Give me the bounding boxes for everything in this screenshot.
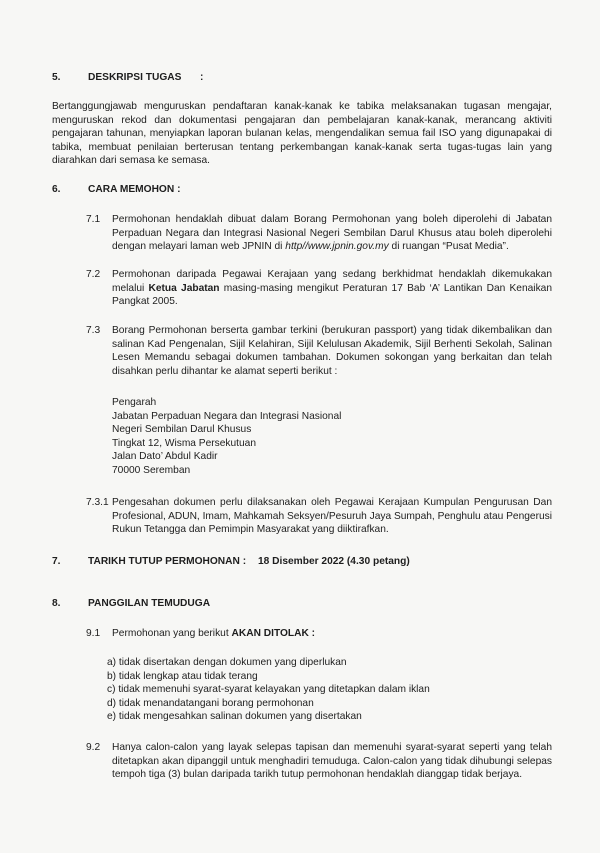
section-8-title: PANGGILAN TEMUDUGA bbox=[88, 598, 211, 609]
para-7-2-number: 7.2 bbox=[86, 269, 101, 280]
para-7-3-1-number: 7.3.1 bbox=[86, 497, 109, 508]
section-7-title: TARIKH TUTUP PERMOHONAN : bbox=[88, 556, 247, 567]
para-7-3-1: Pengesahan dokumen perlu dilaksanakan oleh Pegawai Kerajaan Kumpulan Pengurusan Dan Profesional, ADUN, Imam, Mahkamah Seksyen/Pesuruh Jaya Sumpah, Penghulu atau Pengerusi Rukun Tetangga dan Pemimpin Masyarakat yang diiktirafkan. bbox=[112, 497, 552, 536]
para-7-1-number: 7.1 bbox=[86, 214, 101, 225]
address-line: Jabatan Perpaduan Negara dan Integrasi Nasional bbox=[112, 410, 342, 422]
address-line: Tingkat 12, Wisma Persekutuan bbox=[112, 437, 257, 449]
list-item: a) tidak disertakan dengan dokumen yang diperlukan bbox=[107, 657, 347, 668]
section-7-number: 7. bbox=[52, 556, 61, 567]
address-line: Negeri Sembilan Darul Khusus bbox=[112, 424, 252, 436]
para-7-3: Borang Permohonan berserta gambar terkini (berukuran passport) yang tidak dikembalikan dan salinan Kad Pengenalan, Sijil Kelahiran, Sijil Kelulusan Akademik, Sijil Berhenti Sekolah, Salinan Lesen Memandu sebagai dokumen tambahan. Dokumen sokongan yang berkaitan dan telah disahkan perlu dihantar ke alamat seperti berikut : bbox=[112, 325, 552, 377]
para-7-1: Permohonan hendaklah dibuat dalam Borang Permohonan yang boleh diperolehi di Jabatan Perpaduan Negara dan Integrasi Nasional Negeri Sembilan Darul Khusus atau boleh diperolehi dengan melayari laman web JPNIN di http//www.jpnin.gov.my di ruangan “Pusat Media”. bbox=[112, 214, 552, 253]
section-6-title: CARA MEMOHON : bbox=[88, 184, 181, 195]
para-7-3-number: 7.3 bbox=[86, 325, 101, 336]
para-9-1-number: 9.1 bbox=[86, 628, 101, 639]
closing-date: 18 Disember 2022 (4.30 petang) bbox=[258, 556, 410, 567]
jpnin-url[interactable]: http//www.jpnin.gov.my bbox=[285, 241, 389, 253]
list-item: b) tidak lengkap atau tidak terang bbox=[107, 670, 258, 682]
para-9-2-number: 9.2 bbox=[86, 742, 101, 753]
rejection-list bbox=[107, 656, 430, 724]
list-item: c) tidak memenuhi syarat-syarat kelayakan yang ditetapkan dalam iklan bbox=[107, 684, 430, 696]
address-line: 70000 Seremban bbox=[112, 464, 191, 476]
section-5-colon: : bbox=[200, 72, 204, 83]
section-6-number: 6. bbox=[52, 184, 61, 195]
section-8-number: 8. bbox=[52, 598, 61, 609]
para-9-1: Permohonan yang berikut AKAN DITOLAK : bbox=[112, 628, 316, 639]
address-line: Pengarah bbox=[112, 397, 157, 408]
section-5-number: 5. bbox=[52, 72, 61, 83]
list-item: d) tidak menandatangani borang permohonan bbox=[107, 697, 314, 709]
mailing-address bbox=[112, 396, 341, 478]
address-line: Jalan Dato’ Abdul Kadir bbox=[112, 451, 218, 463]
section-5-body: Bertanggungjawab menguruskan pendaftaran kanak-kanak ke tabika melaksanakan tugasan mengajar, menguruskan rekod dan dokumentasi pengajaran dan pembelajaran kanak-kanak, merancang aktiviti pengajaran tahunan, menyiapkan laporan bulanan kelas, mengendalikan semua fail ISO yang digunapakai di tabika, membuat penilaian berterusan tentang perkembangan kanak-kanak serta tugas-tugas lain yang diarahkan dari semasa ke semasa. bbox=[52, 101, 552, 167]
para-7-2: Permohonan daripada Pegawai Kerajaan yang sedang berkhidmat hendaklah dikemukakan melalui Ketua Jabatan masing-masing mengikut Peraturan 17 Bab ‘A’ Lantikan Dan Kenaikan Pangkat 2005. bbox=[112, 269, 552, 308]
list-item: e) tidak mengesahkan salinan dokumen yang disertakan bbox=[107, 711, 362, 723]
section-5-title: DESKRIPSI TUGAS bbox=[88, 72, 182, 83]
para-9-2: Hanya calon-calon yang layak selepas tapisan dan memenuhi syarat-syarat seperti yang telah ditetapkan akan dipanggil untuk menghadiri temuduga. Calon-calon yang tidak dihubungi selepas tempoh tiga (3) bulan daripada tarikh tutup permohonan hendaklah dianggap tidak berjaya. bbox=[112, 742, 552, 781]
